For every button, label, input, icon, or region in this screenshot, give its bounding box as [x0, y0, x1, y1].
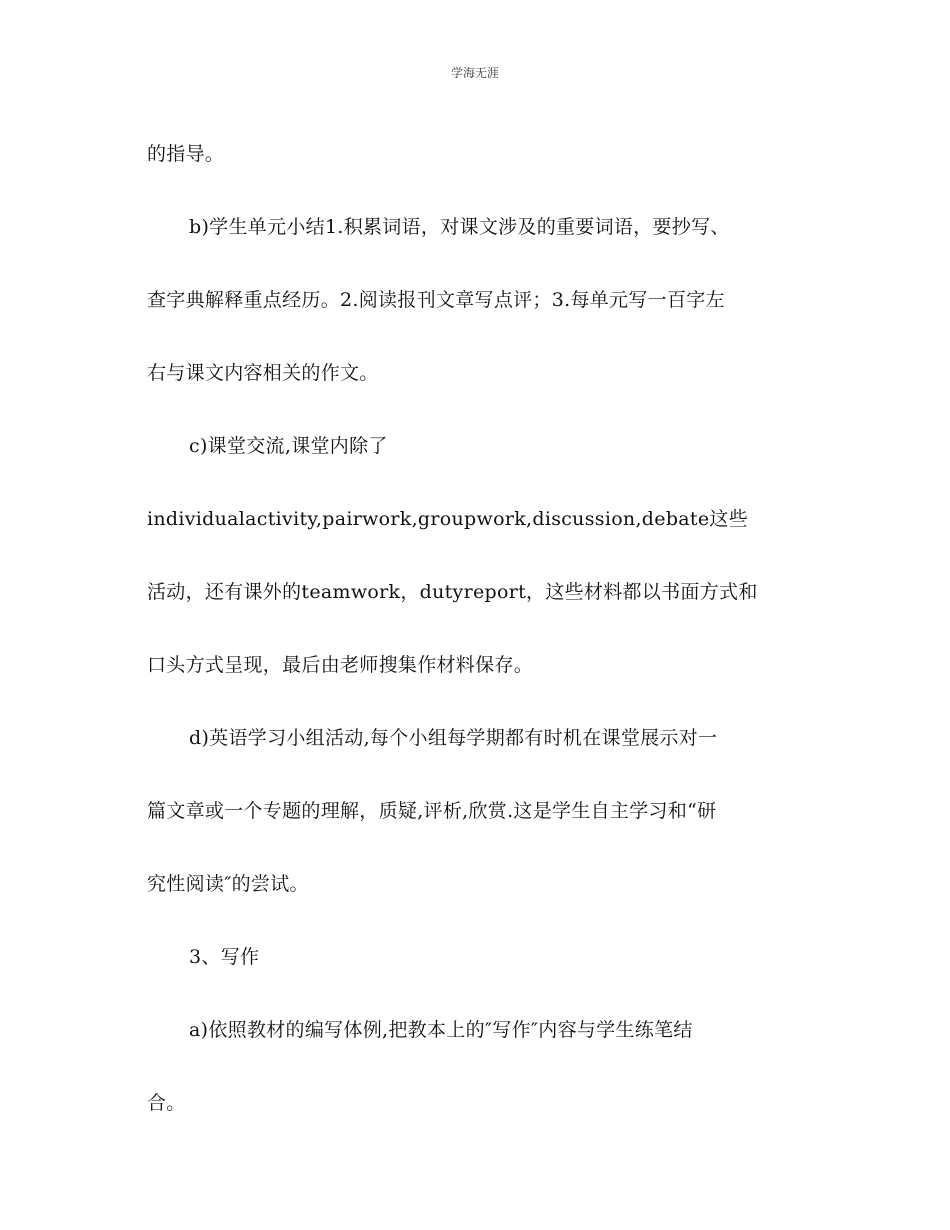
body-text — [147, 118, 807, 1140]
text-line: d)英语学习小组活动,每个小组每学期都有时机在课堂展示对一 — [189, 727, 718, 749]
text-line: c)课堂交流,课堂内除了 — [189, 435, 388, 457]
text-line: 右与课文内容相关的作文。 — [147, 362, 379, 384]
text-line: 究性阅读″的尝试。 — [147, 873, 309, 895]
text-line: 的指导。 — [147, 143, 225, 165]
text-line: individualactivity,pairwork,groupwork,discussion,debate这些 — [147, 508, 748, 530]
text-line: 查字典解释重点经历。2.阅读报刊文章写点评；3.每单元写一百字左 — [147, 289, 725, 311]
text-line: 3、写作 — [189, 946, 260, 968]
text-line: 口头方式呈现，最后由老师搜集作材料保存。 — [147, 654, 534, 676]
text-line: a)依照教材的编写体例,把教本上的″写作″内容与学生练笔结 — [189, 1019, 693, 1041]
text-line: b)学生单元小结1.积累词语，对课文涉及的重要词语，要抄写、 — [189, 216, 730, 238]
text-line: 篇文章或一个专题的理解，质疑,评析,欣赏.这是学生自主学习和“研 — [147, 800, 717, 822]
text-line: 活动，还有课外的teamwork，dutyreport，这些材料都以书面方式和 — [147, 581, 758, 603]
running-header: 学海无涯 — [450, 66, 499, 80]
text-line: 合。 — [147, 1092, 186, 1114]
